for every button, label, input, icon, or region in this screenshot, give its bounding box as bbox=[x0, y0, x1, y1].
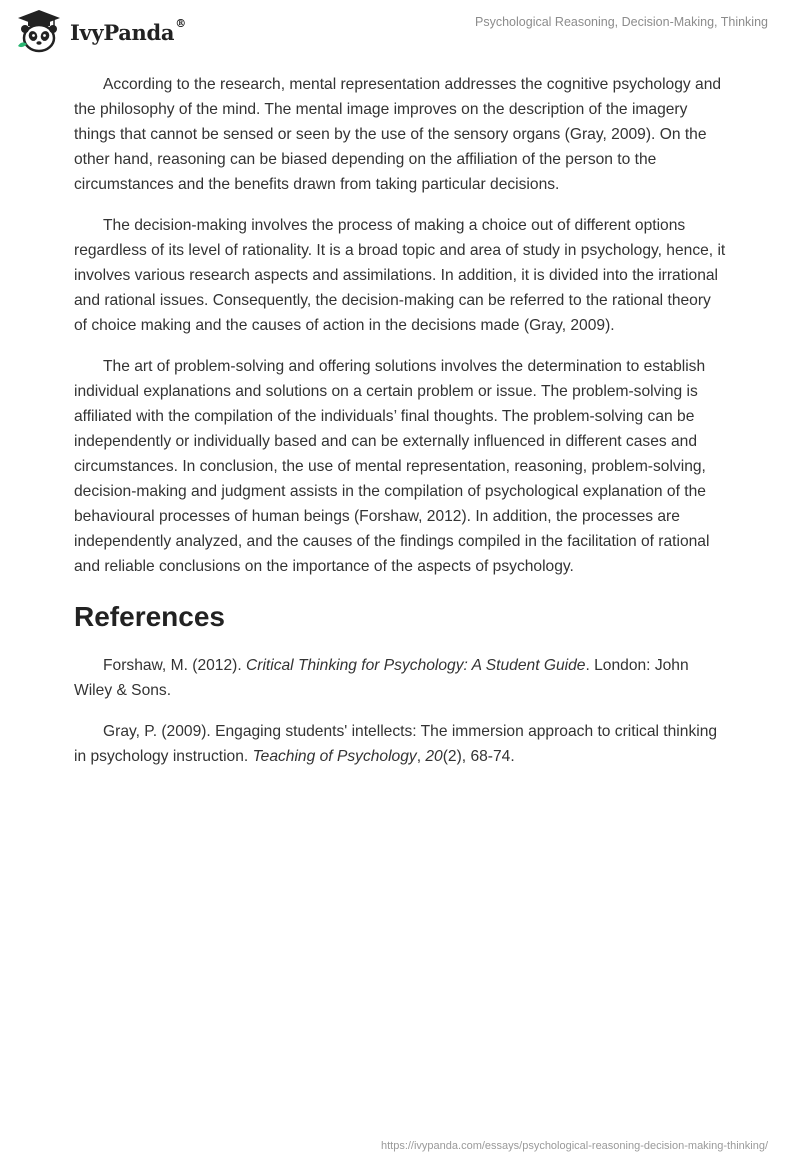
reference-journal-title: Teaching of Psychology bbox=[252, 748, 417, 765]
reference-text: (2), 68-74. bbox=[442, 748, 515, 765]
brand-name bbox=[70, 16, 186, 45]
reference-text: . London: John Wiley & Sons. bbox=[74, 657, 689, 699]
panda-graduate-icon bbox=[14, 8, 64, 54]
body-paragraph: The decision-making involves the process of making a choice out of different options regardless of its level of rationality. It is a broad topic and area of study in psychology, hence, it involves various research aspects and assimilations. In addition, it is divided into the irrational and rational issues. Consequently, the decision-making can be referred to the rational theory of choice making and the causes of action in the decisions made (Gray, 2009). bbox=[74, 217, 726, 334]
reference-text: , bbox=[416, 748, 426, 765]
page-header bbox=[0, 0, 800, 66]
references-heading: References bbox=[74, 601, 225, 632]
brand-wordmark: IvyPanda bbox=[70, 19, 175, 45]
reference-entry bbox=[74, 719, 726, 769]
reference-book-title: Critical Thinking for Psychology: A Student Guide bbox=[246, 657, 586, 674]
registered-mark: ® bbox=[175, 16, 186, 30]
reference-text: Forshaw, M. (2012). bbox=[103, 657, 246, 674]
body-paragraph: According to the research, mental representation addresses the cognitive psychology and the philosophy of the mind. The mental image improves on the description of the imagery things that cannot be sensed or seen by the use of the sensory organs (Gray, 2009). On the other hand, reasoning can be biased depending on the affiliation of the person to the circumstances and the benefits drawn from taking particular decisions. bbox=[74, 76, 722, 193]
reference-volume: 20 bbox=[425, 748, 443, 765]
ivypanda-logo[interactable] bbox=[14, 8, 186, 54]
source-url[interactable]: https://ivypanda.com/essays/psychological-reasoning-decision-making-thinking/ bbox=[380, 1140, 768, 1152]
body-paragraph: The art of problem-solving and offering solutions involves the determination to establish individual explanations and solutions on a certain problem or issue. The problem-solving is affiliated with the compilation of the individuals’ final thoughts. The problem-solving can be independently or individually based and can be externally influenced in different cases and circumstances. In conclusion, the use of mental representation, reasoning, problem-solving, decision-making and judgment assists in the compilation of psychological explanation of the behavioural processes of human beings (Forshaw, 2012). In addition, the processes are independently analyzed, and the causes of the findings compiled in the facilitation of rational and reliable conclusions on the importance of the aspects of psychology. bbox=[74, 358, 710, 575]
essay-content bbox=[74, 72, 726, 785]
reference-entry bbox=[74, 653, 726, 703]
reference-text: Gray, P. (2009). Engaging students' intellects: The immersion approach to critical thinking in psychology instruction. bbox=[74, 723, 718, 765]
running-title: Psychological Reasoning, Decision-Making, Thinking bbox=[475, 15, 768, 29]
